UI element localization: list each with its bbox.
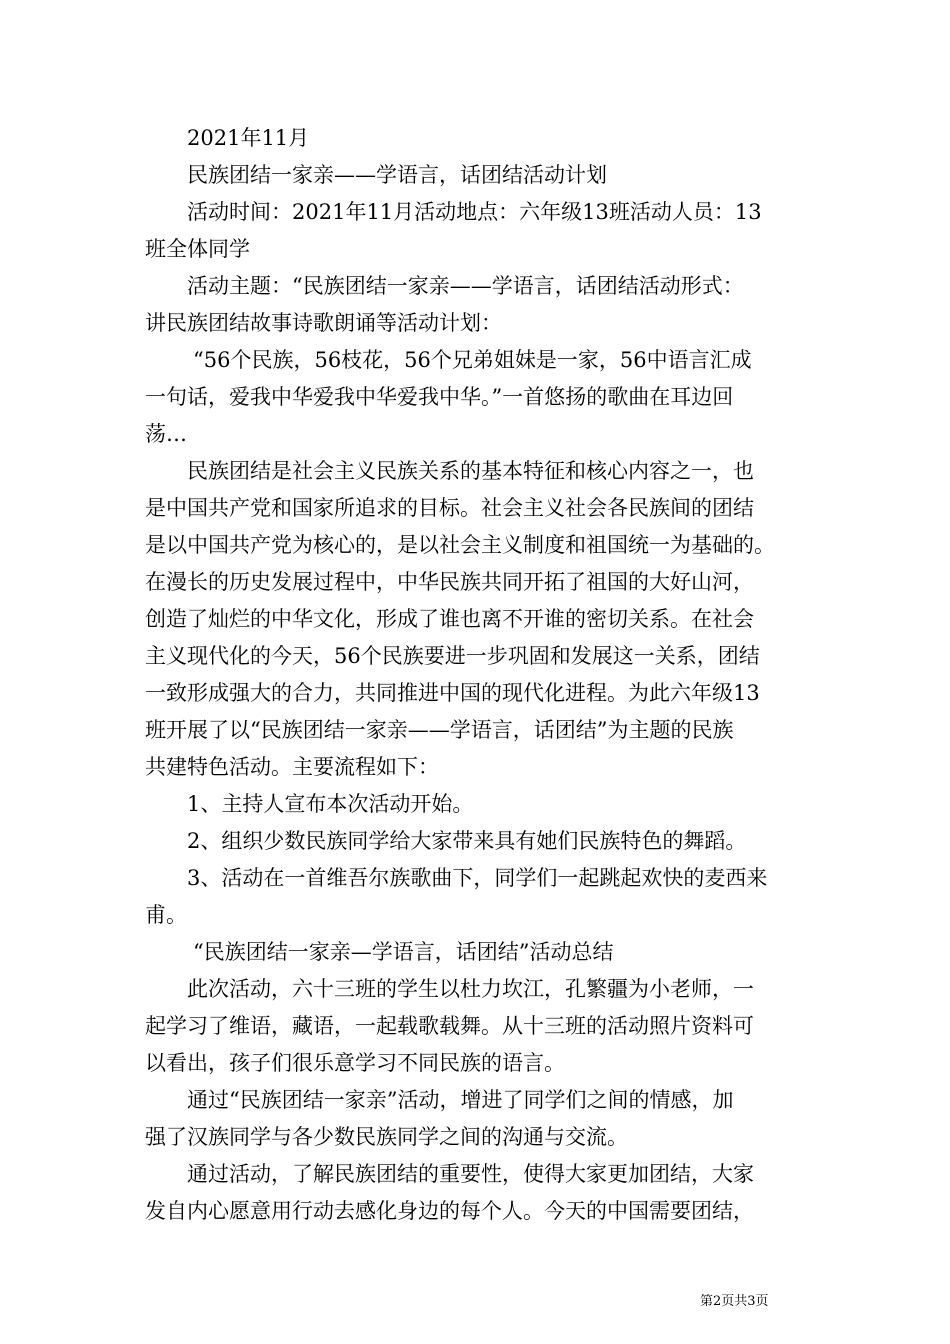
paragraph-line: 发自内心愿意用行动去感化身边的每个人。今天的中国需要团结， <box>145 1199 754 1223</box>
paragraph-line: 以看出，孩子们很乐意学习不同民族的语言。 <box>145 1051 565 1075</box>
paragraph-line: 班开展了以“民族团结一家亲——学语言，话团结”为主题的民族 <box>145 718 734 742</box>
quote-line: “56个民族，56枝花，56个兄弟姐妹是一家，56中语言汇成 <box>193 348 752 372</box>
quote-line-cont: 一句话，爱我中华爱我中华爱我中华。”一首悠扬的歌曲在耳边回 <box>145 385 734 409</box>
paragraph-line: 在漫长的历史发展过程中，中华民族共同开拓了祖国的大好山河， <box>145 570 754 594</box>
summary-title: “民族团结一家亲—学语言，话团结”活动总结 <box>193 940 614 964</box>
paragraph-line: 创造了灿烂的中华文化，形成了谁也离不开谁的密切关系。在社会 <box>145 607 754 631</box>
paragraph-line: 起学习了维语，藏语，一起载歌载舞。从十三班的活动照片资料可 <box>145 1014 754 1038</box>
list-item: 1、主持人宣布本次活动开始。 <box>187 792 474 816</box>
list-item-cont: 甫。 <box>145 903 187 927</box>
paragraph-line: 一致形成强大的合力，共同推进中国的现代化进程。为此六年级13 <box>145 681 760 705</box>
paragraph-line: 此次活动，六十三班的学生以杜力坎江，孔繁疆为小老师，一 <box>187 977 754 1001</box>
paragraph-line: 主义现代化的今天，56个民族要进一步巩固和发展这一关系，团结 <box>145 644 760 668</box>
activity-theme-line-cont: 讲民族团结故事诗歌朗诵等活动计划： <box>145 311 502 335</box>
activity-theme-line: 活动主题：“民族团结一家亲——学语言，话团结活动形式： <box>187 274 744 298</box>
paragraph-line: 通过活动，了解民族团结的重要性，使得大家更加团结，大家 <box>187 1162 754 1186</box>
date-line: 2021年11月 <box>187 126 310 150</box>
paragraph-line: 是中国共产党和国家所追求的目标。社会主义社会各民族间的团结 <box>145 496 754 520</box>
plan-title: 民族团结一家亲——学语言，话团结活动计划 <box>187 163 607 187</box>
paragraph-line: 民族团结是社会主义民族关系的基本特征和核心内容之一，也 <box>187 459 754 483</box>
activity-info-line: 活动时间：2021年11月活动地点：六年级13班活动人员：13 <box>187 200 762 224</box>
quote-line-end: 荡… <box>145 422 187 446</box>
page-number: 第2页共3页 <box>700 1294 769 1309</box>
list-item: 3、活动在一首维吾尔族歌曲下，同学们一起跳起欢快的麦西来 <box>187 866 768 890</box>
paragraph-line: 共建特色活动。主要流程如下： <box>145 755 439 779</box>
paragraph-line: 强了汉族同学与各少数民族同学之间的沟通与交流。 <box>145 1125 628 1149</box>
paragraph-line: 通过“民族团结一家亲”活动，增进了同学们之间的情感，加 <box>187 1088 734 1112</box>
activity-info-line-cont: 班全体同学 <box>145 237 250 261</box>
list-item: 2、组织少数民族同学给大家带来具有她们民族特色的舞蹈。 <box>187 829 747 853</box>
paragraph-line: 是以中国共产党为核心的，是以社会主义制度和祖国统一为基础的。 <box>145 533 775 557</box>
document-body <box>145 120 810 1230</box>
